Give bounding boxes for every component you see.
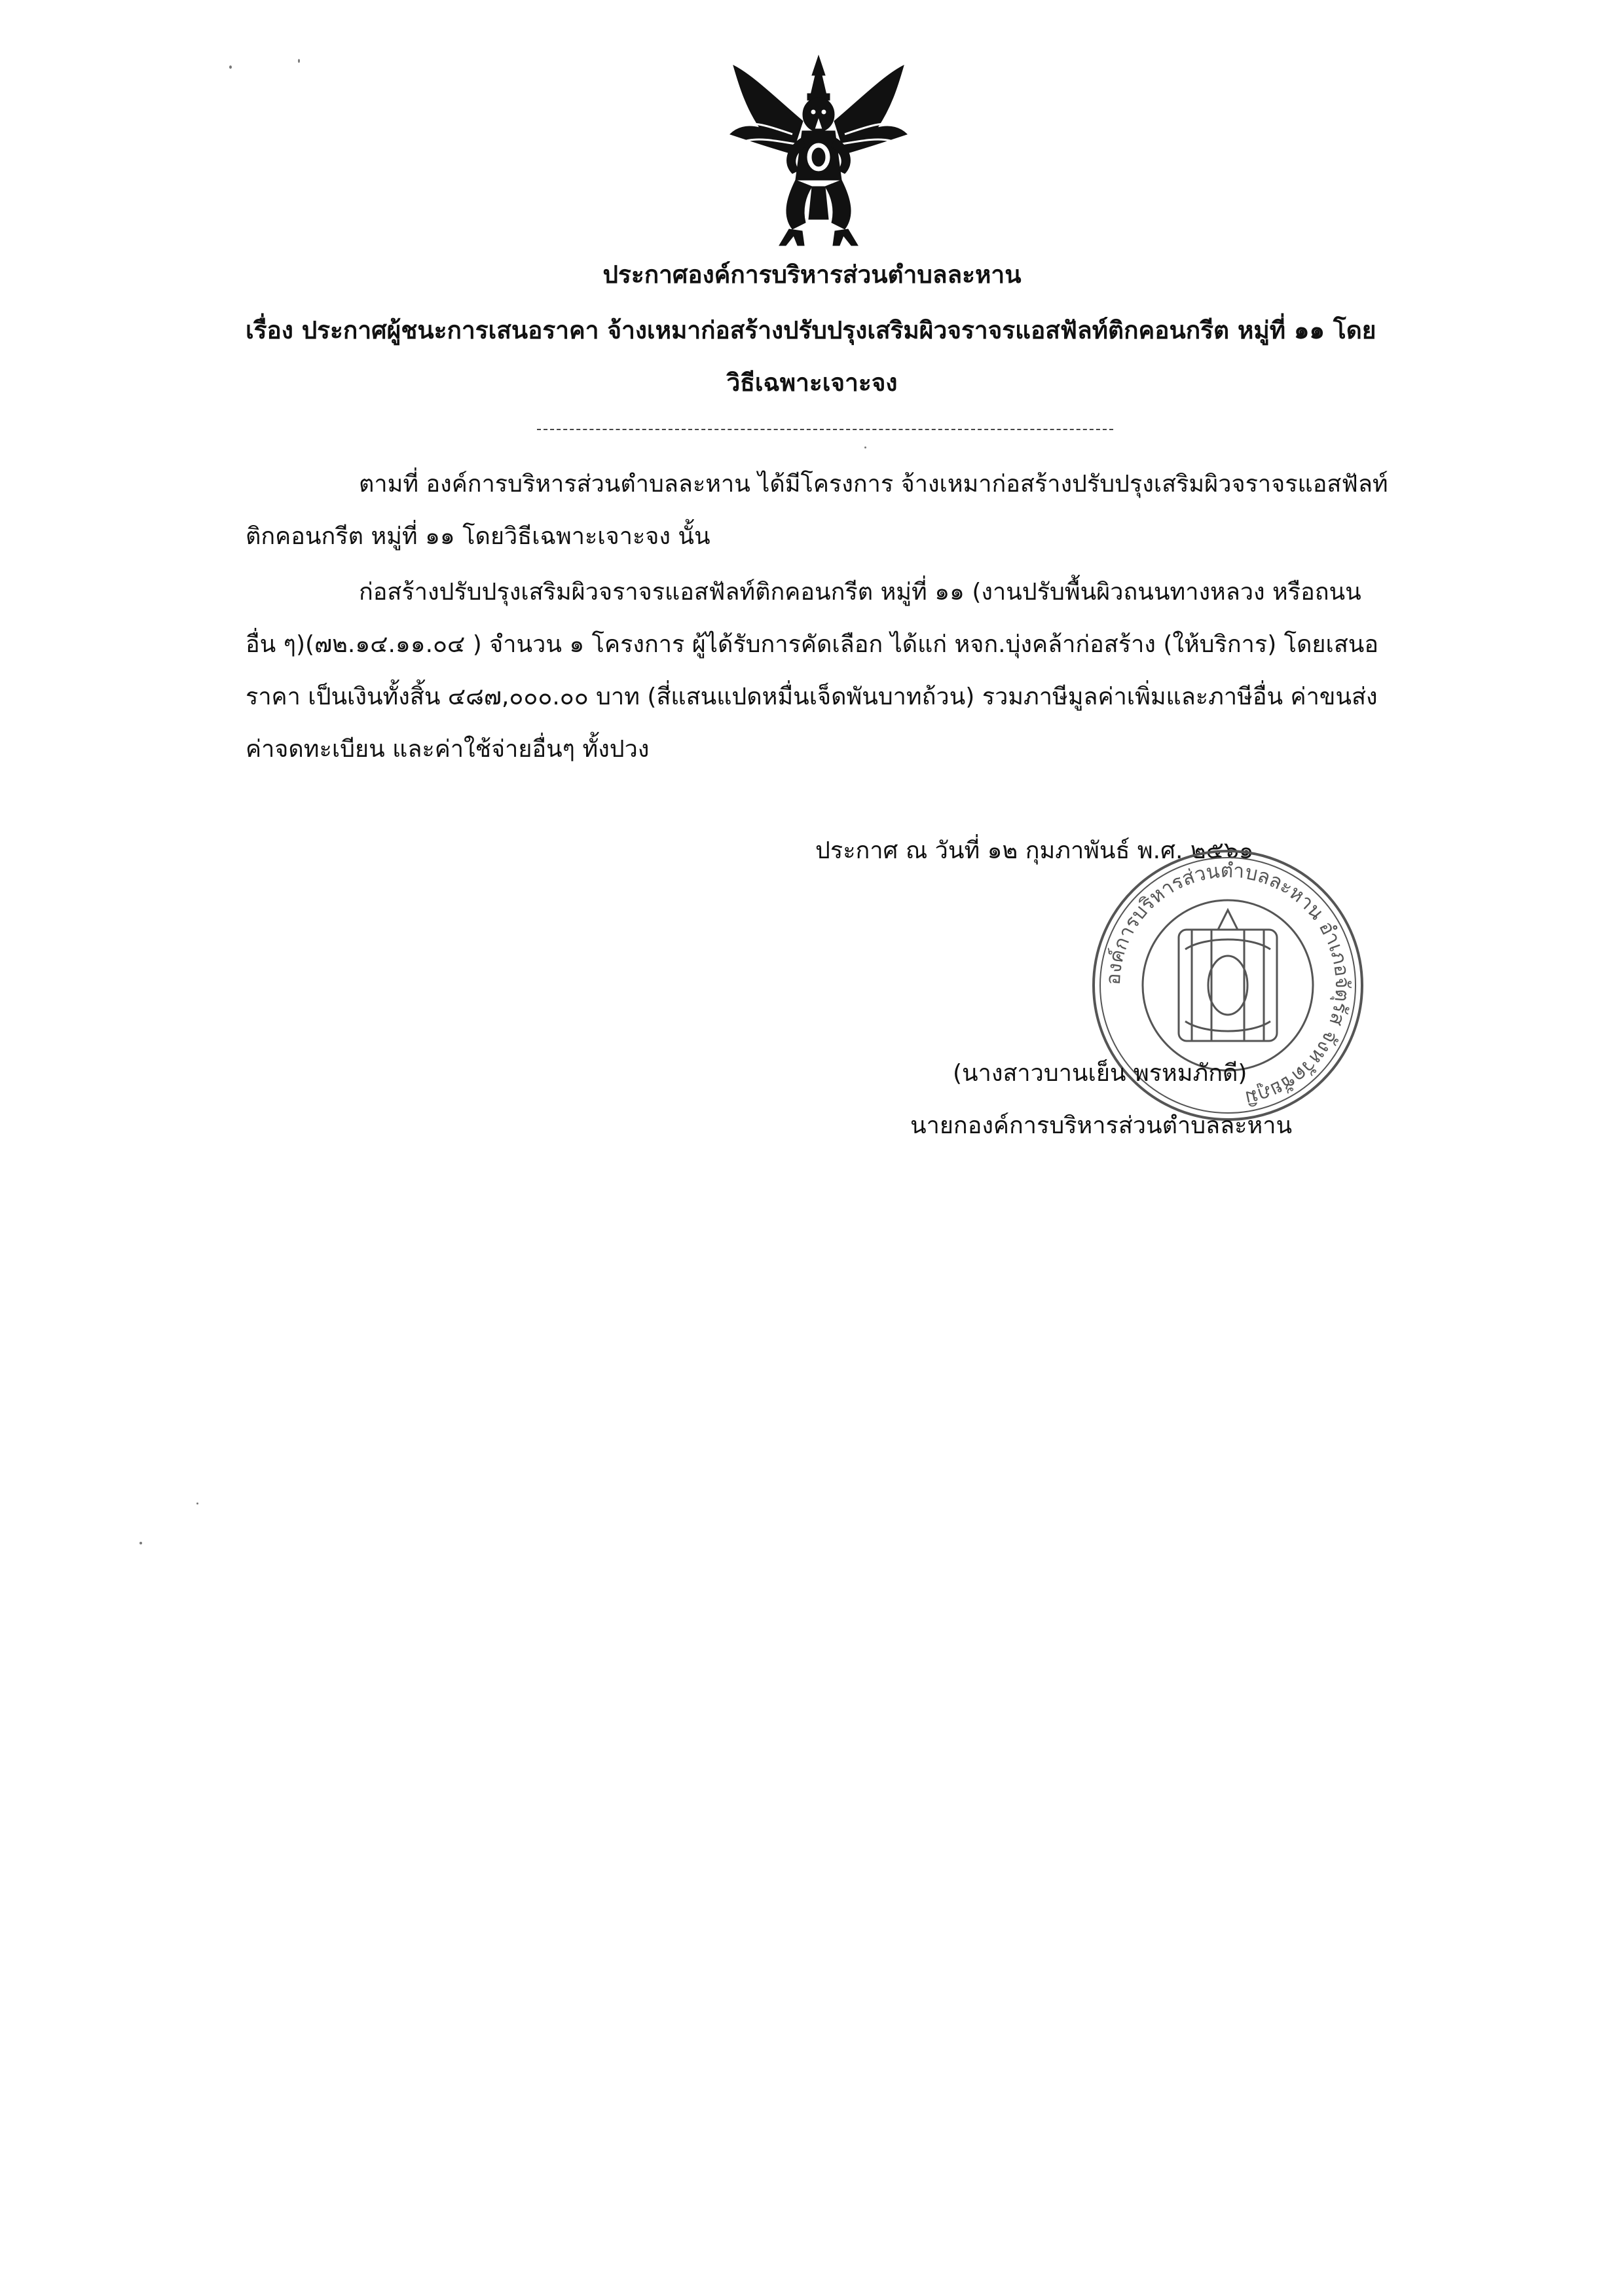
scan-speck — [298, 59, 300, 63]
scan-speck — [139, 1542, 142, 1544]
paragraph-1-line-2: ติกคอนกรีต หมู่ที่ ๑๑ โดยวิธีเฉพาะเจาะจง นั้น — [246, 523, 710, 550]
garuda-emblem-icon — [720, 49, 917, 252]
paragraph-2-line-2: อื่น ๆ)(๗๒.๑๔.๑๑.๐๔ ) จำนวน ๑ โครงการ ผู้ได้รับการคัดเลือก ได้แก่ หจก.บุ่งคล้าก่อสร้าง (ให้บริการ) โดยเสนอ — [246, 631, 1379, 658]
subject-line-1: เรื่อง ประกาศผู้ชนะการเสนอราคา จ้างเหมาก่อสร้างปรับปรุงเสริมผิวจราจรแอสฟัลท์ติกคอนกรีต หมู่ที่ ๑๑ โดย — [246, 316, 1376, 344]
paragraph-1-line-1: ตามที่ องค์การบริหารส่วนตำบลละหาน ได้มีโครงการ จ้างเหมาก่อสร้างปรับปรุงเสริมผิวจราจรแอสฟัลท์ — [359, 471, 1388, 498]
scan-speck — [196, 1503, 198, 1504]
paragraph-2-line-3: ราคา เป็นเงินทั้งสิ้น ๔๘๗,๐๐๐.๐๐ บาท (สี่แสนแปดหมื่นเจ็ดพันบาทถ้วน) รวมภาษีมูลค่าเพิ่มและภาษีอื่น ค่าขนส่ง — [246, 683, 1378, 710]
header-divider — [537, 429, 1113, 430]
seal-text: องค์การบริหารส่วนตำบลละหาน อำเภอจัตุรัส จังหวัดชัยภูมิ — [1101, 859, 1354, 1110]
paragraph-2-line-1: ก่อสร้างปรับปรุงเสริมผิวจราจรแอสฟัลท์ติกคอนกรีต หมู่ที่ ๑๑ (งานปรับพื้นผิวถนนทางหลวง หรือถนน — [359, 579, 1361, 606]
document-title: ประกาศองค์การบริหารส่วนตำบลละหาน — [602, 261, 1022, 289]
scan-speck — [864, 446, 866, 448]
announce-date: ประกาศ ณ วันที่ ๑๒ กุมภาพันธ์ พ.ศ. ๒๕๖๑ — [815, 837, 1254, 864]
signer-name: (นางสาวบานเย็น พรหมภักดี) — [953, 1060, 1247, 1087]
signer-title: นายกองค์การบริหารส่วนตำบลละหาน — [910, 1112, 1293, 1139]
subject-line-2: วิธีเฉพาะเจาะจง — [726, 369, 898, 397]
paragraph-2-line-4: ค่าจดทะเบียน และค่าใช้จ่ายอื่นๆ ทั้งปวง — [246, 736, 650, 763]
scan-speck — [229, 65, 232, 69]
